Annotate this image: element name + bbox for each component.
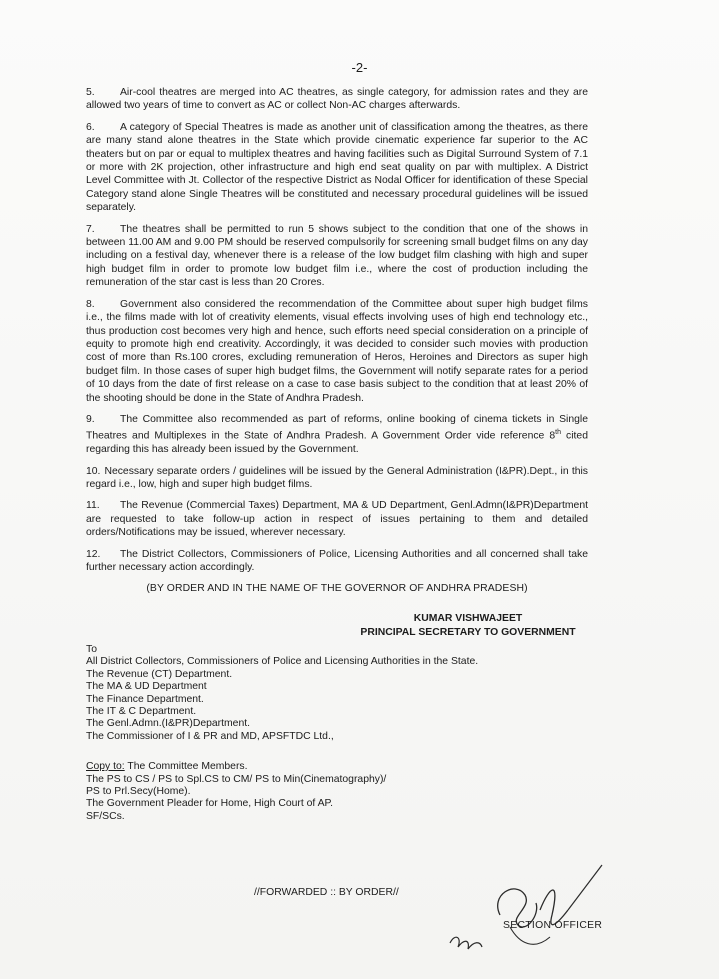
copy-to-line: The Government Pleader for Home, High Court of AP. (86, 798, 333, 810)
addressee-line: The Finance Department. (86, 693, 204, 705)
copy-to-label: Copy to: (86, 761, 125, 773)
copy-to-line: PS to Prl.Secy(Home). (86, 785, 191, 797)
signatory-designation: PRINCIPAL SECRETARY TO GOVERNMENT (360, 626, 576, 638)
copy-to-first-line (86, 761, 588, 773)
governor-order-line: (BY ORDER AND IN THE NAME OF THE GOVERNOR OF ANDHRA PRADESH) (146, 583, 528, 595)
document-body (86, 86, 588, 823)
paragraph-number: 6. (86, 121, 95, 133)
signatory-block (86, 612, 588, 640)
paragraph-number: 7. (86, 223, 95, 235)
paragraph-text: Air-cool theatres are merged into AC theatres, as single category, for admission rates and they are allowed two years of time to convert as AC or collect Non-AC charges afterwards. (86, 87, 588, 112)
paragraph-text: A category of Special Theatres is made as another unit of classification among the theatres, as there are many stand alone theatres in the State which provide cinematic experience far superior to the AC theaters but on par or equal to multiplex theatres and having facilities such as Digital Surround System of 7.1 or more with 2K projection, other infrastructure and high end seat quality on par with multiplex. A District Level Committee with Jt. Collector of the respective District as Nodal Officer for identification of these Special Category stand alone Single Theatres will be constituted and necessary procedural guidelines will be issued separately. (86, 121, 588, 214)
copy-to-text: The Committee Members. (124, 761, 248, 773)
addressee-line: The Revenue (CT) Department. (86, 668, 233, 680)
copy-to-line: The PS to CS / PS to Spl.CS to CM/ PS to Min(Cinematography)/ (86, 773, 387, 785)
paragraph-text-continued: cited regarding this has already been issued by the Government. (86, 430, 588, 456)
addressee-line: The IT & C Department. (86, 705, 197, 717)
paragraph-text: The theatres shall be permitted to run 5 shows subject to the condition that one of the shows in between 11.00 AM and 9.00 PM should be reserved compulsorily for screening small budget films on any day including on a festival day, whenever there is a release of the low budget film clashing with high and super high budget film in order to promote low budget film i.e., where the cost of production including the remuneration of the star cast is less than 20 Crores. (86, 223, 588, 289)
paragraph-6 (86, 121, 588, 215)
paragraph-10 (86, 465, 588, 492)
paragraph-text: The Revenue (Commercial Taxes) Department, MA & UD Department, Genl.Admn(I&PR)Department are requested to take follow-up action in respect of issues pertaining to them and detailed orders/Notifications may be issued, wherever necessary. (86, 500, 588, 539)
paragraph-text: Necessary separate orders / guidelines will be issued by the General Administration (I&PR).Dept., in this regard i.e., low, high and super high budget films. (86, 465, 588, 491)
paragraph-number: 5. (86, 87, 95, 98)
forwarded-line: //FORWARDED :: BY ORDER// (254, 887, 399, 898)
addressee-line: The MA & UD Department (86, 681, 207, 693)
paragraph-12 (86, 548, 588, 575)
paragraph-text: The District Collectors, Commissioners of Police, Licensing Authorities and all concerned shall take further necessary action accordingly. (86, 548, 588, 574)
copy-to-line: SF/SCs. (86, 810, 125, 822)
addressee-line: The Commissioner of I & PR and MD, APSFTDC Ltd., (86, 730, 334, 742)
section-officer-label: SECTION OFFICER (503, 920, 603, 931)
copy-to-list (86, 761, 588, 823)
signatory-name: KUMAR VISHWAJEET (413, 612, 523, 624)
paragraph-text: The Committee also recommended as part of reforms, online booking of cinema tickets in Single Theatres and Multiplexes in the State of Andhra Pradesh. A Government Order vide reference 8 (86, 413, 588, 442)
addressee-line: All District Collectors, Commissioners of Police and Licensing Authorities in the State. (86, 656, 479, 668)
to-label: To (86, 643, 97, 655)
paragraph-9 (86, 413, 588, 457)
paragraph-number: 12. (86, 548, 101, 560)
superscript: th (555, 429, 561, 437)
page-number: -2- (351, 60, 368, 75)
paragraph-number: 10. (86, 465, 101, 477)
addressee-line: The Genl.Admn.(I&PR)Department. (86, 718, 251, 730)
paragraph-number: 9. (86, 413, 95, 425)
paragraph-5 (86, 86, 588, 113)
paragraph-8 (86, 298, 588, 405)
addressee-list (86, 644, 588, 743)
handwritten-signature (440, 855, 610, 965)
paragraph-7 (86, 223, 588, 290)
paragraph-text: Government also considered the recommendation of the Committee about super high budget films i.e., the films made with lot of creativity elements, visual effects involving uses of high end technology etc., thus production cost becomes very high and hence, such efforts need special consideration on a principle of equity to promote high end creativity. Accordingly, it was decided to consider such movies with production cost of more than Rs.100 crores, excluding remuneration of Heros, Heroines and Directors as super high budget film. In those cases of super high budget films, the Government will notify separate rates for a period of 10 days from the date of first release on a case to case basis subject to the condition that at least 20% of the shooting should be done in the State of Andhra Pradesh. (86, 298, 588, 404)
paragraph-11 (86, 499, 588, 539)
paragraph-number: 11. (86, 500, 100, 512)
paragraph-number: 8. (86, 298, 95, 310)
